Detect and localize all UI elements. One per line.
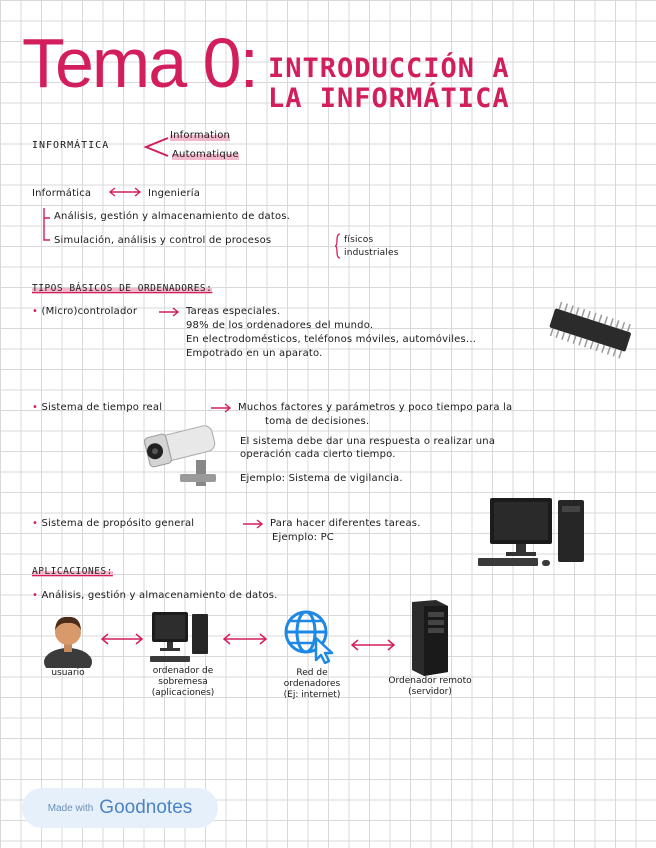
realtime-desc-1b: toma de decisiones. <box>265 416 370 427</box>
arrow-right-icon <box>242 518 264 530</box>
micro-desc-2: 98% de los ordenadores del mundo. <box>186 320 374 331</box>
realtime-desc-1: Muchos factores y parámetros y poco tiempo para la <box>238 402 513 413</box>
brace-item-1: físicos <box>344 235 374 245</box>
diagram-network-label: Red de ordenadores (Ej: internet) <box>283 668 341 700</box>
double-arrow-icon <box>350 638 396 652</box>
diagram-server-label: Ordenador remoto (servidor) <box>388 676 472 697</box>
micro-desc-4: Empotrado en un aparato. <box>186 348 323 359</box>
badge-brand: Goodnotes <box>99 797 193 818</box>
section-tipos-heading: TIPOS BÁSICOS DE ORDENADORES: <box>32 283 213 294</box>
page-subtitle-line2: LA INFORMÁTICA <box>268 83 510 114</box>
user-icon <box>40 612 96 668</box>
globe-network-icon <box>282 608 338 664</box>
realtime-desc-2b: operación cada cierto tiempo. <box>240 449 396 460</box>
realtime-desc-3: Ejemplo: Sistema de vigilancia. <box>240 473 403 484</box>
general-name: • Sistema de propósito general <box>32 518 195 529</box>
diagram-desktop-label: ordenador de sobremesa (aplicaciones) <box>151 666 215 698</box>
general-desc-2: Ejemplo: PC <box>272 532 334 543</box>
relation-item-1: Análisis, gestión y almacenamiento de datos. <box>54 211 291 222</box>
relation-left: Informática <box>32 188 92 199</box>
diagram-user-label: usuario <box>51 668 85 678</box>
branch-automatique: Automatique <box>172 149 239 160</box>
desktop-computer-icon <box>150 610 212 666</box>
double-arrow-icon <box>222 632 268 646</box>
page-title: Tema 0: <box>22 24 257 102</box>
arrow-right-icon <box>158 306 180 318</box>
micro-name: • (Micro)controlador <box>32 306 138 317</box>
micro-desc-3: En electrodomésticos, teléfonos móviles, automóviles... <box>186 334 477 345</box>
branch-bracket-icon <box>142 134 170 160</box>
microchip-icon <box>540 298 640 364</box>
arrow-right-icon <box>210 402 232 414</box>
desktop-pc-icon <box>476 494 588 572</box>
double-arrow-icon <box>108 186 142 198</box>
relation-item-2: Simulación, análisis y control de procesos <box>54 235 272 246</box>
branch-information: Information <box>170 130 231 141</box>
general-desc-1: Para hacer diferentes tareas. <box>270 518 421 529</box>
badge-made-with: Made with <box>47 802 94 814</box>
page-subtitle-line1: INTRODUCCIÓN A <box>268 53 510 84</box>
micro-desc-1: Tareas especiales. <box>186 306 281 317</box>
realtime-name: • Sistema de tiempo real <box>32 402 163 413</box>
informatica-word: INFORMÁTICA <box>32 140 110 151</box>
made-with-goodnotes-badge <box>22 788 218 828</box>
realtime-desc-2: El sistema debe dar una respuesta o realizar una <box>240 436 496 447</box>
security-camera-icon <box>140 420 232 488</box>
aplicaciones-item: • Análisis, gestión y almacenamiento de datos. <box>32 590 278 601</box>
double-arrow-icon <box>100 632 144 646</box>
relation-right: Ingeniería <box>148 188 201 199</box>
section-aplicaciones-heading: APLICACIONES: <box>32 566 113 577</box>
list-bracket-icon <box>36 206 52 244</box>
server-tower-icon <box>406 598 452 678</box>
brace-icon <box>334 232 344 260</box>
brace-item-2: industriales <box>344 248 399 258</box>
